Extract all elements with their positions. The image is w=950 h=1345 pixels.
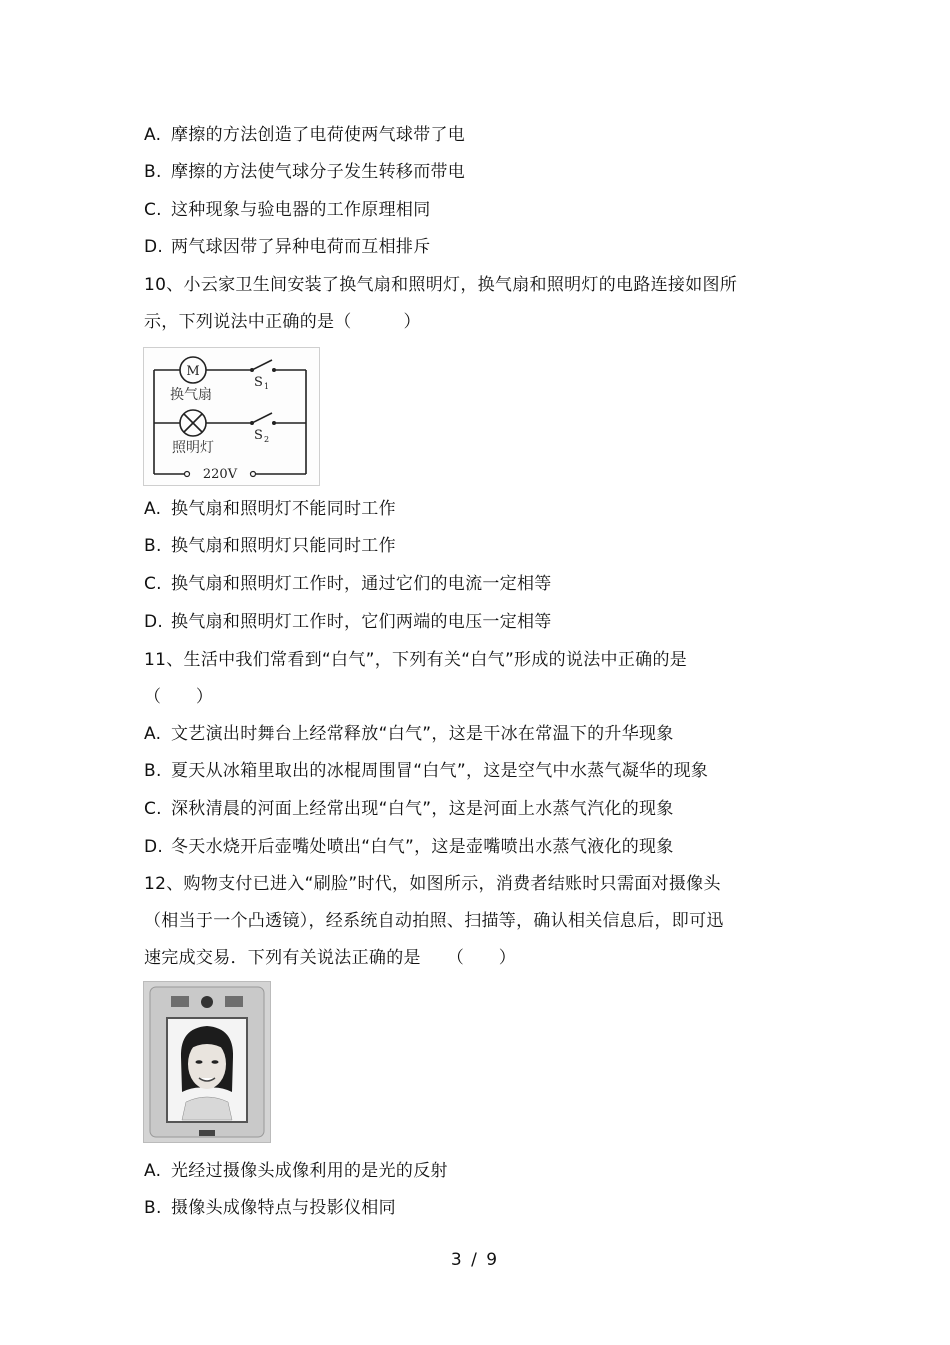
q12-option-a: A. 光经过摄像头成像利用的是光的反射: [144, 1161, 448, 1181]
q12-stem-line1: 12、购物支付已进入“刷脸”时代，如图所示，消费者结账时只需面对摄像头: [144, 874, 721, 894]
switch-s2-label: S: [254, 428, 263, 443]
voltage-label: 220V: [202, 467, 238, 482]
terminal-svg: [144, 982, 270, 1142]
sensor-left: [171, 996, 189, 1007]
q10-option-d: D. 换气扇和照明灯工作时，它们两端的电压一定相等: [144, 612, 552, 632]
q11-stem-line2: （ ）: [144, 687, 214, 707]
lamp-label: 照明灯: [172, 440, 214, 456]
switch-s1-sub: 1: [264, 382, 270, 391]
switch-s2-sub: 2: [264, 435, 270, 444]
face-payment-terminal-photo: [143, 981, 271, 1143]
q11-option-b: B. 夏天从冰箱里取出的冰棍周围冒“白气”，这是空气中水蒸气凝华的现象: [144, 761, 709, 781]
q9-option-a: A. 摩擦的方法创造了电荷使两气球带了电: [144, 125, 466, 145]
switch-s2-blade: [252, 413, 272, 423]
q10-stem-line1: 10、小云家卫生间安装了换气扇和照明灯，换气扇和照明灯的电路连接如图所: [144, 275, 738, 295]
q10-option-a: A. 换气扇和照明灯不能同时工作: [144, 499, 396, 519]
q9-option-d: D. 两气球因带了异种电荷而互相排斥: [144, 237, 431, 257]
motor-label: M: [186, 364, 200, 379]
fan-label: 换气扇: [170, 387, 212, 403]
q10-option-b: B. 换气扇和照明灯只能同时工作: [144, 536, 396, 556]
terminal-base-tab: [199, 1130, 215, 1136]
q11-stem-line1: 11、生活中我们常看到“白气”，下列有关“白气”形成的说法中正确的是: [144, 650, 688, 670]
q12-stem-line3: 速完成交易．下列有关说法正确的是 （ ）: [144, 948, 517, 968]
q11-option-a: A. 文艺演出时舞台上经常释放“白气”，这是干冰在常温下的升华现象: [144, 724, 674, 744]
circuit-svg: [144, 348, 319, 485]
q12-stem-line2: （相当于一个凸透镜），经系统自动拍照、扫描等，确认相关信息后，即可迅: [144, 911, 724, 931]
q9-option-b: B. 摩擦的方法使气球分子发生转移而带电: [144, 162, 466, 182]
q9-option-c: C. 这种现象与验电器的工作原理相同: [144, 200, 431, 220]
sensor-right: [225, 996, 243, 1007]
q12-option-b: B. 摄像头成像特点与投影仪相同: [144, 1198, 396, 1218]
circuit-diagram: [143, 347, 320, 486]
q10-option-c: C. 换气扇和照明灯工作时，通过它们的电流一定相等: [144, 574, 552, 594]
switch-s1-label: S: [254, 375, 263, 390]
page-number: 3 / 9: [450, 1250, 500, 1270]
camera-lens-icon: [201, 996, 213, 1008]
q11-option-d: D. 冬天水烧开后壶嘴处喷出“白气”，这是壶嘴喷出水蒸气液化的现象: [144, 837, 674, 857]
q10-stem-line2: 示，下列说法中正确的是（ ）: [144, 312, 421, 332]
switch-s1-blade: [252, 360, 272, 370]
q11-option-c: C. 深秋清晨的河面上经常出现“白气”，这是河面上水蒸气汽化的现象: [144, 799, 674, 819]
